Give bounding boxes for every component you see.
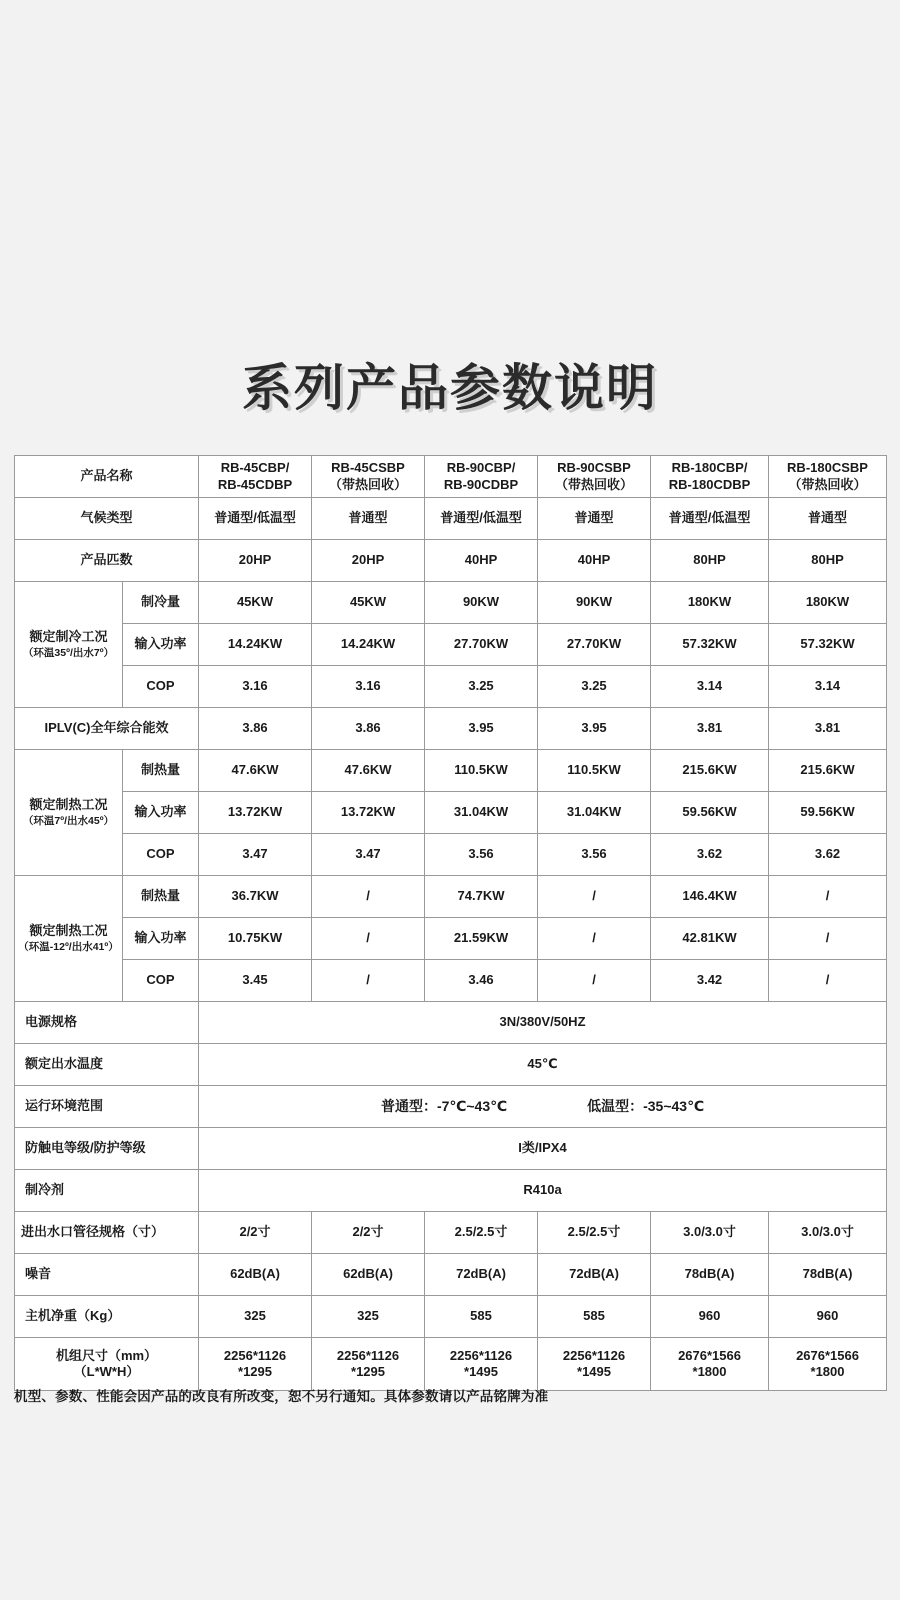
row-value: 3.0/3.0寸 — [651, 1212, 769, 1254]
size-line2: *1295 — [238, 1364, 272, 1379]
row-value: 90KW — [425, 582, 538, 624]
row-value: 62dB(A) — [199, 1254, 312, 1296]
header-cell-line1: RB-90CBP/ — [446, 460, 516, 476]
row-label-size — [15, 1338, 199, 1391]
row-value: 47.6KW — [312, 750, 425, 792]
row-value: 20HP — [199, 540, 312, 582]
row-value: 215.6KW — [769, 750, 887, 792]
row-value: 3.46 — [425, 960, 538, 1002]
row-value: 3.86 — [199, 708, 312, 750]
row-label-line2: （L*W*H） — [73, 1364, 140, 1379]
row-value: 3.62 — [769, 834, 887, 876]
row-value: 普通型 — [769, 498, 887, 540]
table-row — [15, 750, 887, 792]
row-value: 3.56 — [538, 834, 651, 876]
row-value: 180KW — [769, 582, 887, 624]
size-line2: *1800 — [692, 1364, 727, 1379]
row-value: 78dB(A) — [769, 1254, 887, 1296]
row-value: 72dB(A) — [425, 1254, 538, 1296]
size-line1: 2256*1126 — [336, 1347, 400, 1363]
env-normal-value: 普通型：-7℃~43℃ — [380, 1097, 508, 1114]
row-value: 42.81KW — [651, 918, 769, 960]
group-label-cooling — [15, 582, 123, 708]
row-value: 3.14 — [651, 666, 769, 708]
header-col-1 — [199, 456, 312, 498]
row-value: 585 — [425, 1296, 538, 1338]
group-label-sub: （环温7º/出水45º） — [22, 814, 115, 827]
row-value — [312, 1338, 425, 1391]
header-col-6 — [769, 456, 887, 498]
row-value-merged: R410a — [199, 1170, 887, 1212]
row-label: 产品匹数 — [15, 540, 199, 582]
row-label: 噪音 — [15, 1254, 199, 1296]
row-value: 960 — [769, 1296, 887, 1338]
row-value: 2/2寸 — [312, 1212, 425, 1254]
row-value: 27.70KW — [425, 624, 538, 666]
row-value: 3.16 — [199, 666, 312, 708]
header-cell-line2: （带热回收） — [788, 476, 867, 492]
group-label-heating-45 — [15, 750, 123, 876]
table-row — [15, 1296, 887, 1338]
row-value: 10.75KW — [199, 918, 312, 960]
row-value: 36.7KW — [199, 876, 312, 918]
table-row — [15, 540, 887, 582]
row-value: 3.95 — [425, 708, 538, 750]
row-value: 20HP — [312, 540, 425, 582]
row-label-iplv: IPLV(C)全年综合能效 — [15, 708, 199, 750]
row-value: / — [538, 960, 651, 1002]
row-value-env — [199, 1086, 887, 1128]
sub-row-label: 输入功率 — [123, 918, 199, 960]
sub-row-label: COP — [123, 960, 199, 1002]
row-value: 215.6KW — [651, 750, 769, 792]
sub-row-label: 制热量 — [123, 750, 199, 792]
table-row — [15, 1002, 887, 1044]
row-value: 21.59KW — [425, 918, 538, 960]
header-cell-line1: RB-180CBP/ — [671, 460, 748, 476]
row-value: 3.45 — [199, 960, 312, 1002]
sub-row-label: COP — [123, 834, 199, 876]
spec-table-wrapper — [14, 455, 886, 1391]
row-label: 进出水口管径规格（寸） — [15, 1212, 199, 1254]
size-line1: 2256*1126 — [562, 1347, 626, 1363]
group-label-sub: （环温35º/出水7º） — [22, 646, 115, 659]
row-value — [769, 1338, 887, 1391]
row-value: 27.70KW — [538, 624, 651, 666]
header-cell-line2: RB-90CDBP — [443, 476, 519, 492]
row-value — [538, 1338, 651, 1391]
row-value: 110.5KW — [538, 750, 651, 792]
row-value: 57.32KW — [651, 624, 769, 666]
row-value: 3.25 — [425, 666, 538, 708]
table-row — [15, 1128, 887, 1170]
table-row — [15, 1170, 887, 1212]
row-value: 3.86 — [312, 708, 425, 750]
row-value: 3.47 — [312, 834, 425, 876]
row-label: 运行环境范围 — [15, 1086, 199, 1128]
sub-row-label: 输入功率 — [123, 792, 199, 834]
size-line1: 2676*1566 — [796, 1347, 859, 1363]
row-value: 180KW — [651, 582, 769, 624]
row-value: 3.25 — [538, 666, 651, 708]
size-line2: *1495 — [577, 1364, 611, 1379]
header-cell-line1: RB-90CSBP — [557, 460, 631, 476]
row-value: 3.62 — [651, 834, 769, 876]
row-value: 78dB(A) — [651, 1254, 769, 1296]
table-row — [15, 834, 887, 876]
size-line1: 2256*1126 — [223, 1347, 287, 1363]
row-value: 3.42 — [651, 960, 769, 1002]
header-cell-line1: RB-45CBP/ — [220, 460, 290, 476]
table-header-row — [15, 456, 887, 498]
row-value: 74.7KW — [425, 876, 538, 918]
row-value: 585 — [538, 1296, 651, 1338]
row-value: / — [538, 876, 651, 918]
row-value-merged: I类/IPX4 — [199, 1128, 887, 1170]
header-product-name — [15, 456, 199, 498]
row-value: 47.6KW — [199, 750, 312, 792]
row-label: 防触电等级/防护等级 — [15, 1128, 199, 1170]
row-value: / — [769, 876, 887, 918]
row-value: 3.47 — [199, 834, 312, 876]
row-value: 80HP — [651, 540, 769, 582]
row-value: 57.32KW — [769, 624, 887, 666]
header-cell-line1: RB-45CSBP — [331, 460, 405, 476]
row-value: 3.56 — [425, 834, 538, 876]
table-row — [15, 498, 887, 540]
row-value: / — [312, 876, 425, 918]
row-value-merged: 45℃ — [199, 1044, 887, 1086]
header-cell-line2: （带热回收） — [555, 476, 634, 492]
row-value-merged: 3N/380V/50HZ — [199, 1002, 887, 1044]
row-value: 72dB(A) — [538, 1254, 651, 1296]
row-value: 110.5KW — [425, 750, 538, 792]
table-row — [15, 960, 887, 1002]
header-col-3 — [425, 456, 538, 498]
table-row — [15, 792, 887, 834]
header-cell-line1: 产品名称 — [80, 468, 133, 484]
header-col-4 — [538, 456, 651, 498]
row-label-line1: 机组尺寸（mm） — [55, 1347, 158, 1363]
sub-row-label: 制热量 — [123, 876, 199, 918]
spec-table — [14, 455, 887, 1391]
table-row — [15, 624, 887, 666]
header-cell-line2: （带热回收） — [329, 476, 408, 492]
row-value: 3.95 — [538, 708, 651, 750]
table-row — [15, 1254, 887, 1296]
row-value: 59.56KW — [769, 792, 887, 834]
row-value: / — [312, 960, 425, 1002]
row-value — [651, 1338, 769, 1391]
row-value: 14.24KW — [199, 624, 312, 666]
header-cell-line1: RB-180CSBP — [787, 460, 868, 476]
row-value: 3.14 — [769, 666, 887, 708]
table-row — [15, 1044, 887, 1086]
row-value: 普通型/低温型 — [651, 498, 769, 540]
row-value: 62dB(A) — [312, 1254, 425, 1296]
row-value: 31.04KW — [425, 792, 538, 834]
row-value: 31.04KW — [538, 792, 651, 834]
size-line1: 2256*1126 — [449, 1347, 513, 1363]
row-label: 气候类型 — [15, 498, 199, 540]
header-cell-line2: RB-45CDBP — [217, 476, 293, 492]
row-label: 额定出水温度 — [15, 1044, 199, 1086]
group-label-sub: （环温-12º/出水41º） — [18, 940, 119, 953]
row-value: / — [769, 918, 887, 960]
row-value: 3.81 — [651, 708, 769, 750]
env-low-value: 低温型：-35~43℃ — [587, 1097, 705, 1114]
header-col-5 — [651, 456, 769, 498]
row-label: 制冷剂 — [15, 1170, 199, 1212]
table-row — [15, 666, 887, 708]
row-value: 325 — [199, 1296, 312, 1338]
row-value: 40HP — [425, 540, 538, 582]
row-value: 40HP — [538, 540, 651, 582]
row-value: 3.81 — [769, 708, 887, 750]
row-value: 3.16 — [312, 666, 425, 708]
row-value: 13.72KW — [312, 792, 425, 834]
table-row — [15, 918, 887, 960]
size-line2: *1295 — [351, 1364, 385, 1379]
table-row — [15, 876, 887, 918]
page-title: 系列产品参数说明 — [242, 359, 658, 417]
row-value: 2/2寸 — [199, 1212, 312, 1254]
header-cell-line2: RB-180CDBP — [668, 476, 751, 492]
row-value: 90KW — [538, 582, 651, 624]
row-value: 普通型 — [312, 498, 425, 540]
row-label: 主机净重（Kg） — [15, 1296, 199, 1338]
table-row — [15, 1338, 887, 1391]
row-value: / — [538, 918, 651, 960]
row-value — [425, 1338, 538, 1391]
row-value: 45KW — [312, 582, 425, 624]
group-label-text: 额定制热工况 — [29, 797, 108, 813]
row-value: / — [769, 960, 887, 1002]
table-row — [15, 582, 887, 624]
row-label: 电源规格 — [15, 1002, 199, 1044]
footnote: 机型、参数、性能会因产品的改良有所改变，恕不另行通知。具体参数请以产品铭牌为准 — [14, 1389, 549, 1404]
row-value: 2.5/2.5寸 — [538, 1212, 651, 1254]
row-value: 325 — [312, 1296, 425, 1338]
group-label-text: 额定制热工况 — [29, 923, 108, 939]
size-line1: 2676*1566 — [678, 1347, 741, 1363]
row-value: 960 — [651, 1296, 769, 1338]
row-value: / — [312, 918, 425, 960]
row-value — [199, 1338, 312, 1391]
size-line2: *1495 — [464, 1364, 498, 1379]
row-value: 146.4KW — [651, 876, 769, 918]
group-label-heating-41 — [15, 876, 123, 1002]
row-value: 45KW — [199, 582, 312, 624]
row-value: 13.72KW — [199, 792, 312, 834]
row-value: 普通型/低温型 — [199, 498, 312, 540]
table-row — [15, 1212, 887, 1254]
row-value: 3.0/3.0寸 — [769, 1212, 887, 1254]
row-value: 普通型 — [538, 498, 651, 540]
sub-row-label: 输入功率 — [123, 624, 199, 666]
row-value: 59.56KW — [651, 792, 769, 834]
sub-row-label: 制冷量 — [123, 582, 199, 624]
row-value: 2.5/2.5寸 — [425, 1212, 538, 1254]
size-line2: *1800 — [810, 1364, 845, 1379]
group-label-text: 额定制冷工况 — [29, 629, 108, 645]
table-row — [15, 1086, 887, 1128]
row-value: 80HP — [769, 540, 887, 582]
sub-row-label: COP — [123, 666, 199, 708]
header-col-2 — [312, 456, 425, 498]
row-value: 普通型/低温型 — [425, 498, 538, 540]
row-value: 14.24KW — [312, 624, 425, 666]
table-row — [15, 708, 887, 750]
